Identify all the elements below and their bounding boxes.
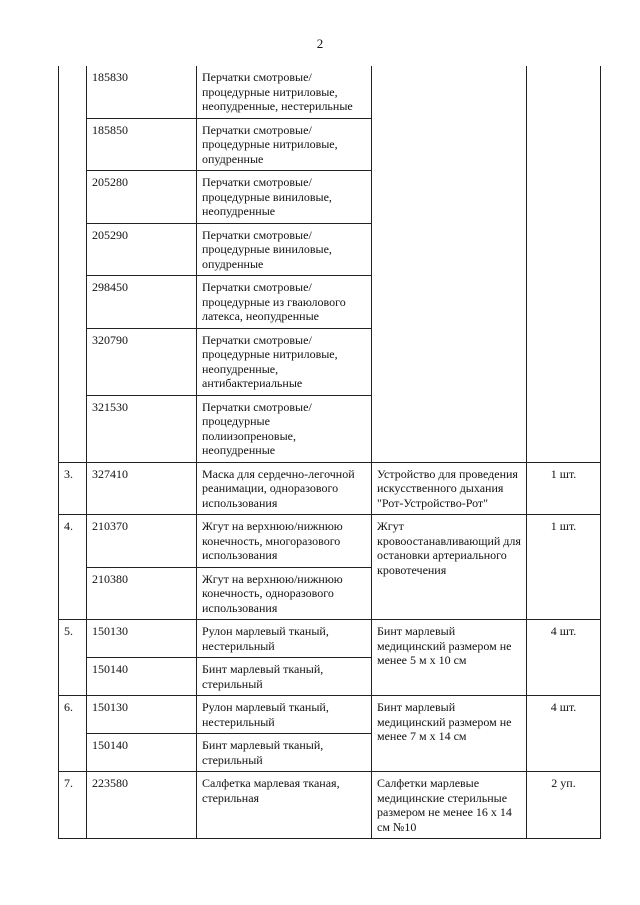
name-cell: Бинт марлевый тканый, стерильный [197, 658, 372, 696]
item-number-cell: 3. [59, 462, 87, 515]
name-cell: Маска для сердечно-легочной реанимации, одноразового использования [197, 462, 372, 515]
name-cell: Перчатки смотровые/процедурные полиизопреновые, неопудренные [197, 395, 372, 462]
quantity-cell: 4 шт. [527, 696, 601, 772]
quantity-cell [527, 66, 601, 462]
name-cell: Рулон марлевый тканый, нестерильный [197, 696, 372, 734]
quantity-cell: 1 шт. [527, 515, 601, 620]
description-cell: Бинт марлевый медицинский размером не менее 7 м х 14 см [372, 696, 527, 772]
code-cell: 210380 [87, 567, 197, 620]
description-cell: Жгут кровоостанавливающий для остановки артериального кровотечения [372, 515, 527, 620]
item-number-cell: 7. [59, 772, 87, 839]
code-cell: 223580 [87, 772, 197, 839]
equipment-table [58, 66, 601, 839]
table-row [59, 620, 601, 658]
code-cell: 210370 [87, 515, 197, 568]
code-cell: 298450 [87, 276, 197, 329]
name-cell: Салфетка марлевая тканая, стерильная [197, 772, 372, 839]
name-cell: Перчатки смотровые/процедурные виниловые, неопудренные [197, 171, 372, 224]
name-cell: Перчатки смотровые/процедурные виниловые, опудренные [197, 223, 372, 276]
name-cell: Рулон марлевый тканый, нестерильный [197, 620, 372, 658]
code-cell: 327410 [87, 462, 197, 515]
description-cell: Бинт марлевый медицинский размером не менее 5 м х 10 см [372, 620, 527, 696]
quantity-cell: 2 уп. [527, 772, 601, 839]
code-cell: 150130 [87, 620, 197, 658]
table-row [59, 772, 601, 839]
code-cell: 185850 [87, 118, 197, 171]
name-cell: Жгут на верхнюю/нижнюю конечность, одноразового использования [197, 567, 372, 620]
quantity-cell: 1 шт. [527, 462, 601, 515]
item-number-cell [59, 66, 87, 462]
table-row [59, 515, 601, 568]
item-number-cell: 5. [59, 620, 87, 696]
item-number-cell: 6. [59, 696, 87, 772]
description-cell [372, 66, 527, 462]
table-body [59, 66, 601, 839]
code-cell: 205280 [87, 171, 197, 224]
name-cell: Перчатки смотровые/процедурные из гваюлового латекса, неопудренные [197, 276, 372, 329]
code-cell: 321530 [87, 395, 197, 462]
code-cell: 205290 [87, 223, 197, 276]
page-number: 2 [316, 36, 324, 51]
name-cell: Жгут на верхнюю/нижнюю конечность, многоразового использования [197, 515, 372, 568]
table-row [59, 462, 601, 515]
code-cell: 185830 [87, 66, 197, 118]
code-cell: 320790 [87, 328, 197, 395]
quantity-cell: 4 шт. [527, 620, 601, 696]
description-cell: Салфетки марлевые медицинские стерильные размером не менее 16 х 14 см №10 [372, 772, 527, 839]
description-cell: Устройство для проведения искусственного дыхания "Рот-Устройство-Рот" [372, 462, 527, 515]
table-row [59, 66, 601, 118]
name-cell: Перчатки смотровые/процедурные нитриловые, неопудренные, антибактериальные [197, 328, 372, 395]
name-cell: Перчатки смотровые/процедурные нитриловые, опудренные [197, 118, 372, 171]
code-cell: 150130 [87, 696, 197, 734]
name-cell: Перчатки смотровые/процедурные нитриловые, неопудренные, нестерильные [197, 66, 372, 118]
name-cell: Бинт марлевый тканый, стерильный [197, 734, 372, 772]
code-cell: 150140 [87, 658, 197, 696]
code-cell: 150140 [87, 734, 197, 772]
item-number-cell: 4. [59, 515, 87, 620]
table-row [59, 696, 601, 734]
